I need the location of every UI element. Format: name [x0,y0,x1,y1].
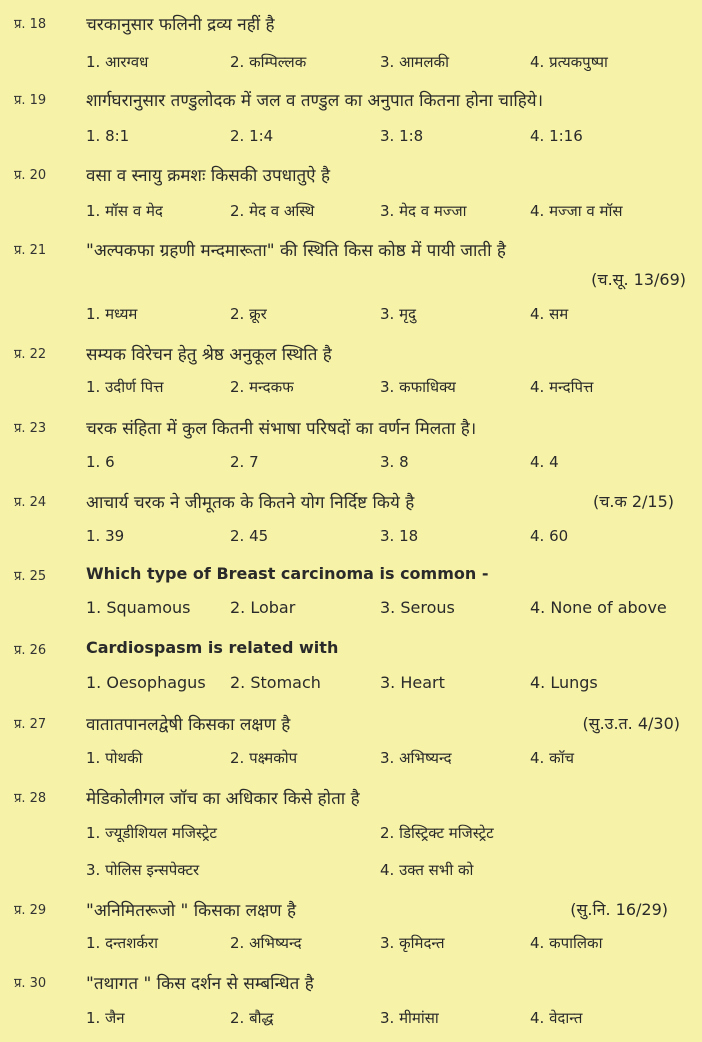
question-text: चरक संहिता में कुल कितनी संभाषा परिषदों का वर्णन मिलता है। [86,419,477,439]
option: 4. Lungs [530,673,598,692]
option: 4. कपालिका [530,934,603,952]
question-text: शार्गघरानुसार तण्डुलोदक में जल व तण्डुल का अनुपात कितना होना चाहिये। [86,91,544,111]
question-30 [0,967,702,1004]
question-text: Which type of Breast carcinoma is common - [86,564,489,583]
option: 3. 1:8 [380,127,424,145]
question-number: प्र. 18 [14,17,47,32]
options-24 [0,527,702,561]
option: 3. कफाधिक्य [380,378,456,396]
reference: (सु.उ.त. 4/30) [582,714,680,733]
options-21 [0,304,702,338]
option: 2. 1:4 [230,127,274,145]
question-number: प्र. 24 [14,495,47,510]
question-29 [0,894,702,931]
option: 1. मध्यम [86,305,138,323]
question-text: "तथागत " किस दर्शन से सम्बन्धित है [86,974,314,994]
option: 4. 1:16 [530,127,583,145]
question-22 [0,338,702,375]
option: 1. उदीर्ण पित्त [86,378,164,396]
reference: (सु.नि. 16/29) [570,900,668,919]
option: 4. None of above [530,598,667,617]
question-text: "अल्पकफा ग्रहणी मन्दमारूता" की स्थिति किस कोष्ठ में पायी जाती है [86,241,506,261]
option: 2. क्रूर [230,305,267,323]
question-text: "अनिमितरूजो " किसका लक्षण है [86,901,297,921]
option: 3. 8 [380,453,409,471]
option: 2. अभिष्यन्द [230,934,302,952]
question-20 [0,159,702,196]
option: 1. 39 [86,527,125,545]
option: 1. Squamous [86,598,191,617]
option: 3. पोलिस इन्सपेक्टर [86,861,200,879]
option: 1. 8:1 [86,127,130,145]
option: 3. 18 [380,527,419,545]
option: 2. डिस्ट्रिक्ट मजिस्ट्रेट [380,824,494,842]
question-text: सम्यक विरेचन हेतु श्रेष्ठ अनुकूल स्थिति है [86,345,332,365]
reference: (च.क 2/15) [592,492,674,511]
option: 3. मीमांसा [380,1009,439,1027]
option: 3. आमलकी [380,53,449,71]
question-25 [0,560,702,597]
option: 1. दन्तशर्करा [86,934,158,952]
option: 1. जैन [86,1009,125,1027]
question-26 [0,634,702,671]
option: 2. कम्पिल्लक [230,53,307,71]
option: 3. अभिष्यन्द [380,749,452,767]
option: 1. Oesophagus [86,673,206,692]
option: 4. प्रत्यकपुष्पा [530,53,608,71]
option: 2. Stomach [230,673,321,692]
options-27 [0,748,702,782]
option: 2. Lobar [230,598,296,617]
question-24 [0,486,702,523]
option: 2. मेद व अस्थि [230,202,315,220]
options-29 [0,933,702,967]
option: 3. मेद व मज्जा [380,202,467,220]
option: 1. आरग्वध [86,53,149,71]
option: 4. 4 [530,453,559,471]
question-text: वसा व स्नायु क्रमशः किसकी उपधातुऐ है [86,166,330,186]
question-number: प्र. 25 [14,569,47,584]
option: 4. वेदान्त [530,1009,583,1027]
option: 4. सम [530,305,569,323]
option: 2. 45 [230,527,269,545]
question-27 [0,708,702,745]
question-18 [0,8,702,45]
options-28-row1 [0,823,702,857]
question-number: प्र. 26 [14,643,47,658]
option: 4. मन्दपित्त [530,378,594,396]
question-number: प्र. 20 [14,168,47,183]
question-text: चरकानुसार फलिनी द्रव्य नहीं है [86,15,275,35]
options-18 [0,52,702,86]
question-number: प्र. 21 [14,243,47,258]
option: 4. उक्त सभी को [380,861,474,879]
options-28-row2 [0,860,702,894]
question-21 [0,234,702,304]
question-28 [0,782,702,819]
question-number: प्र. 30 [14,976,47,991]
question-19 [0,84,702,121]
option: 4. मज्जा व मॉस [530,202,623,220]
options-20 [0,201,702,235]
option: 2. बौद्ध [230,1009,274,1027]
options-25 [0,598,702,632]
option: 1. पोथकी [86,749,143,767]
question-number: प्र. 28 [14,791,47,806]
option: 1. मॉस व मेद [86,202,163,220]
option: 4. कॉच [530,749,575,767]
options-30 [0,1008,702,1042]
option: 1. 6 [86,453,115,471]
question-23 [0,412,702,449]
question-text: वातातपानलद्वेषी किसका लक्षण है [86,715,291,735]
question-number: प्र. 19 [14,93,47,108]
question-number: प्र. 23 [14,421,47,436]
options-19 [0,127,702,161]
question-number: प्र. 27 [14,717,47,732]
options-26 [0,673,702,707]
question-number: प्र. 29 [14,903,47,918]
option: 3. Heart [380,673,445,692]
options-23 [0,453,702,487]
question-text: Cardiospasm is related with [86,638,339,657]
option: 2. पक्ष्मकोप [230,749,298,767]
options-22 [0,377,702,411]
question-number: प्र. 22 [14,347,47,362]
option: 3. Serous [380,598,455,617]
option: 2. 7 [230,453,259,471]
reference: (च.सू. 13/69) [591,270,686,289]
option: 3. कृमिदन्त [380,934,445,952]
option: 1. ज्यूडीशियल मजिस्ट्रेट [86,824,217,842]
option: 4. 60 [530,527,569,545]
option: 3. मृदु [380,305,417,323]
option: 2. मन्दकफ [230,378,294,396]
question-text: आचार्य चरक ने जीमूतक के कितने योग निर्दिष्ट किये है [86,493,415,513]
question-text: मेडिकोलीगल जॉच का अधिकार किसे होता है [86,789,360,809]
